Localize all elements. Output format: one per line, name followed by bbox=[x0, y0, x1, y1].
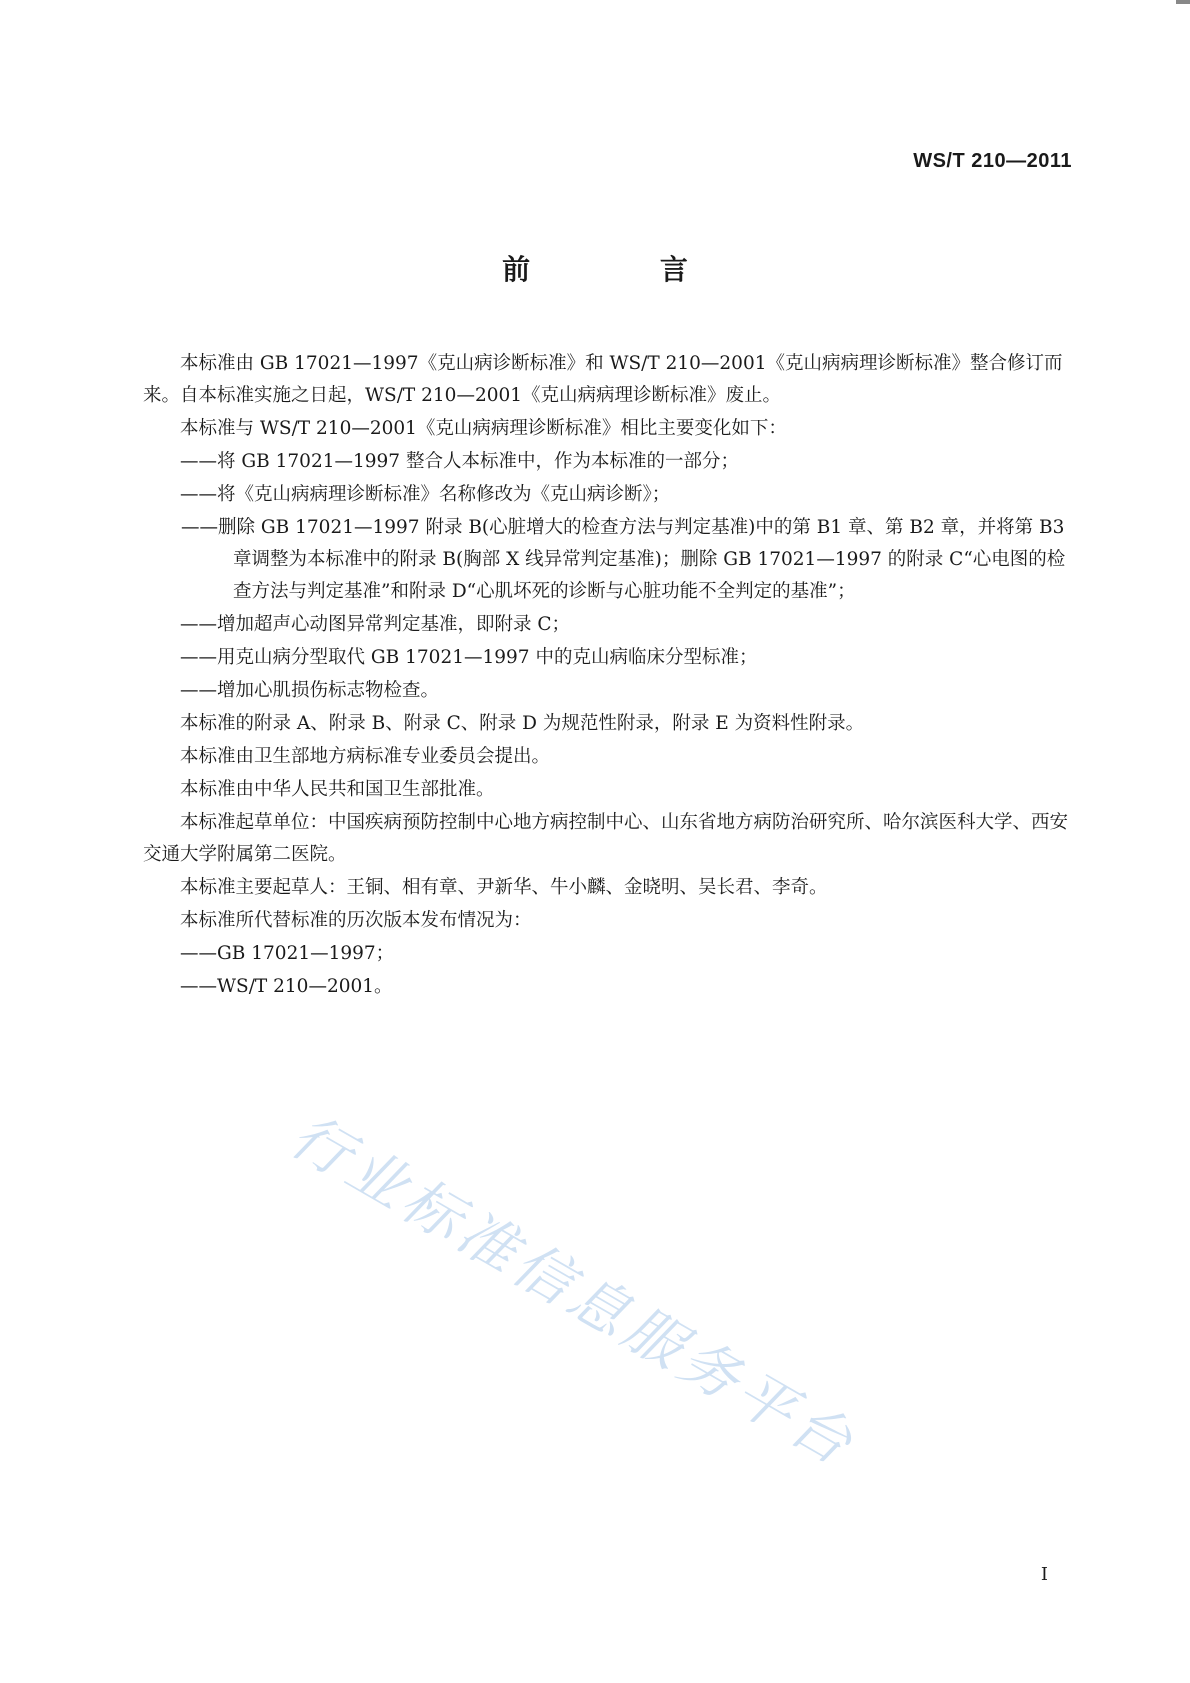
history-item: ——WS/T 210—2001。 bbox=[180, 976, 393, 997]
standard-code: WS/T 210—2011 bbox=[913, 150, 1072, 172]
change-item: ——将 GB 17021—1997 整合人本标准中，作为本标准的一部分； bbox=[180, 451, 739, 472]
paragraph-drafters: 本标准主要起草人：王铜、相有章、尹新华、牛小麟、金晓明、吴长君、李奇。 bbox=[180, 877, 828, 898]
page-title: 前 言 bbox=[502, 253, 748, 286]
page-number: I bbox=[1040, 1564, 1048, 1585]
change-item: ——用克山病分型取代 GB 17021—1997 中的克山病临床分型标准； bbox=[180, 647, 758, 668]
paragraph-proposed-by: 本标准由卫生部地方病标准专业委员会提出。 bbox=[180, 746, 551, 767]
change-item: ——增加心肌损伤标志物检查。 bbox=[180, 680, 440, 701]
paragraph-history-intro: 本标准所代替标准的历次版本发布情况为： bbox=[180, 910, 532, 931]
change-item: ——增加超声心动图异常判定基准，即附录 C； bbox=[180, 614, 571, 635]
change-item: ——将《克山病病理诊断标准》名称修改为《克山病诊断》； bbox=[180, 484, 671, 505]
scan-corner-mark bbox=[1176, 0, 1190, 4]
watermark: 行业标准信息服务平台 bbox=[279, 1101, 868, 1481]
paragraph-origin: 本标准由 GB 17021—1997《克山病诊断标准》和 WS/T 210—2001《克山病病理诊断标准》整合修订而来。自本标准实施之日起，WS/T 210—2001《克山病病理诊断标准》废止。 bbox=[143, 353, 1063, 406]
paragraph-changes-intro: 本标准与 WS/T 210—2001《克山病病理诊断标准》相比主要变化如下： bbox=[180, 418, 787, 439]
paragraph-drafting-units: 本标准起草单位：中国疾病预防控制中心地方病控制中心、山东省地方病防治研究所、哈尔滨医科大学、西安交通大学附属第二医院。 bbox=[143, 812, 1069, 865]
paragraph-annexes: 本标准的附录 A、附录 B、附录 C、附录 D 为规范性附录，附录 E 为资料性附录。 bbox=[180, 713, 865, 734]
paragraph-approved-by: 本标准由中华人民共和国卫生部批准。 bbox=[180, 779, 495, 800]
history-item: ——GB 17021—1997； bbox=[180, 943, 395, 964]
change-item: ——删除 GB 17021—1997 附录 B(心脏增大的检查方法与判定基准)中的第 B1 章、第 B2 章，并将第 B3 章调整为本标准中的附录 B(胸部 X 线异常判定基准)；删除 GB 17021—1997 的附录 C“心电图的检查方法与判定基准”和附录 D“心肌坏死的诊断与心脏功能不全判定的基准”； bbox=[181, 517, 1066, 602]
document-body bbox=[143, 348, 1071, 1004]
